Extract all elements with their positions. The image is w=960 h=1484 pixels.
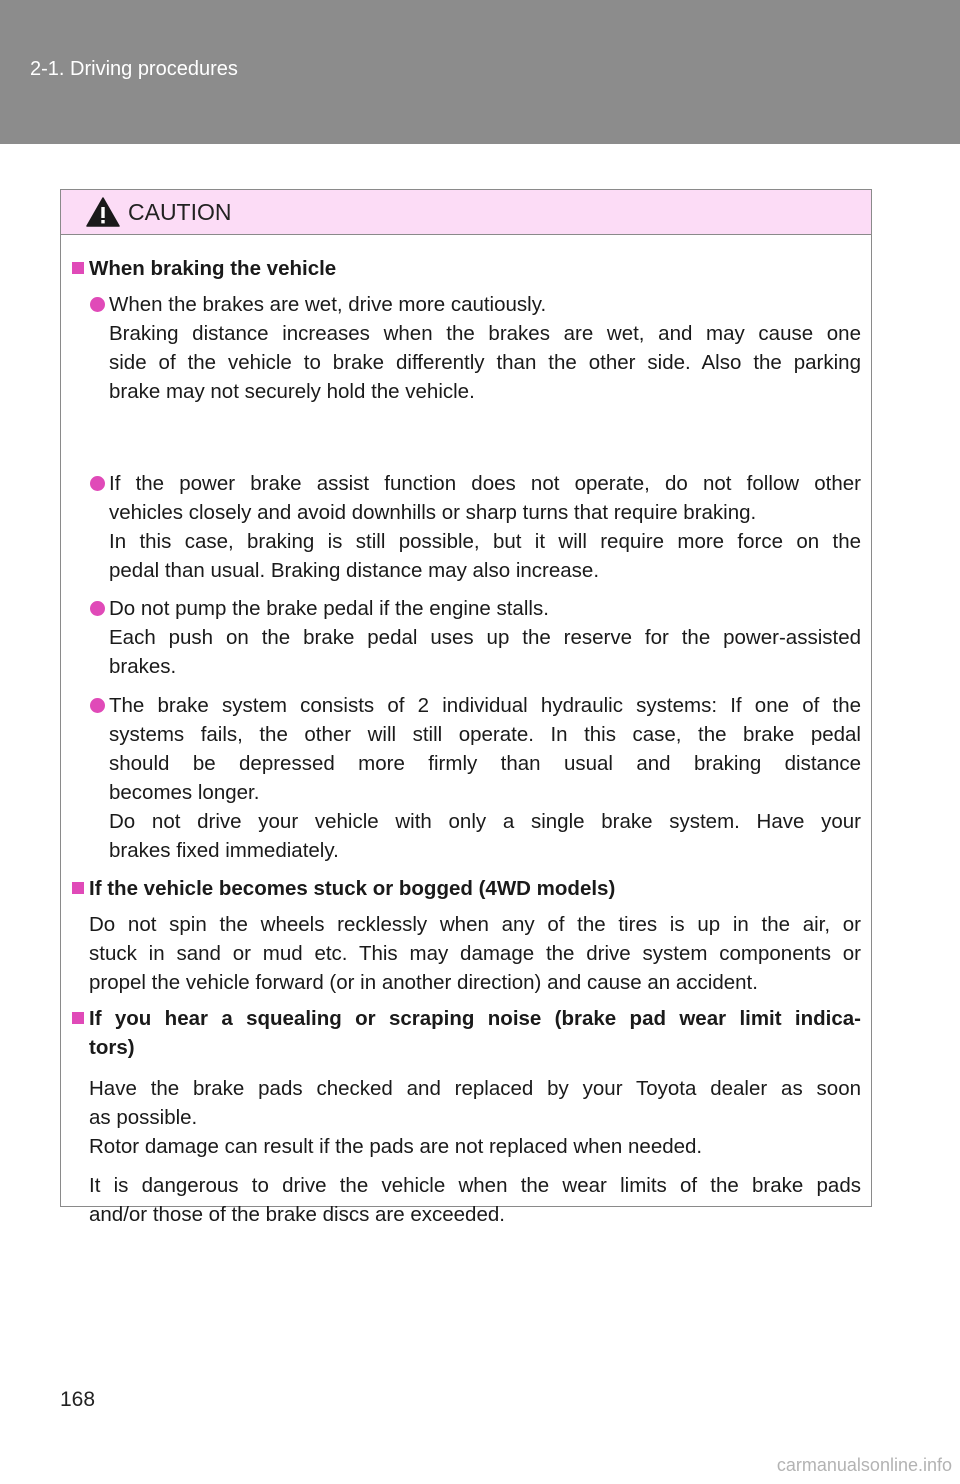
paragraph-text: Do not spin the wheels recklessly when any of the tires is up in the air, or: [89, 913, 861, 936]
bullet-text: side of the vehicle to brake differently than the other side. Also the parking: [109, 351, 861, 374]
page-number: 168: [60, 1388, 96, 1411]
round-bullet-icon: [90, 297, 105, 312]
bullet-text: Do not pump the brake pedal if the engine stalls.: [109, 597, 549, 620]
bullet-text: Each push on the brake pedal uses up the reserve for the power-assisted: [109, 626, 861, 649]
watermark: carmanualsonline.info: [776, 1455, 952, 1475]
bullet-text: The brake system consists of 2 individual hydraulic systems: If one of the: [109, 694, 861, 717]
caution-box: [60, 189, 872, 1226]
bullet-text: vehicles closely and avoid downhills or sharp turns that require braking.: [109, 501, 757, 524]
bullet-text: systems fails, the other will still operate. In this case, the brake pedal: [109, 723, 861, 746]
caution-label: CAUTION: [128, 199, 232, 225]
paragraph-text: and/or those of the brake discs are exceeded.: [89, 1203, 505, 1226]
bullet-text: In this case, braking is still possible, but it will require more force on the: [109, 530, 861, 553]
paragraph-text: propel the vehicle forward (or in another direction) and cause an accident.: [89, 971, 758, 994]
paragraph-text: Have the brake pads checked and replaced by your Toyota dealer as soon: [89, 1077, 861, 1100]
bullet-text: Braking distance increases when the brakes are wet, and may cause one: [109, 322, 861, 345]
bullet-text: Do not drive your vehicle with only a single brake system. Have your: [109, 810, 861, 833]
section-heading: When braking the vehicle: [89, 257, 337, 280]
square-bullet-icon: [72, 882, 84, 894]
paragraph-text: Rotor damage can result if the pads are not replaced when needed.: [89, 1135, 703, 1158]
round-bullet-icon: [90, 601, 105, 616]
bullet-text: should be depressed more firmly than usual and braking distance: [109, 752, 861, 775]
section-heading: If the vehicle becomes stuck or bogged (4WD models): [89, 877, 616, 900]
section-heading: tors): [89, 1036, 135, 1059]
bullet-text: pedal than usual. Braking distance may also increase.: [109, 559, 600, 582]
warning-icon: [86, 197, 120, 227]
bullet-text: becomes longer.: [109, 781, 260, 804]
paragraph-text: as possible.: [89, 1106, 198, 1129]
square-bullet-icon: [72, 1012, 84, 1024]
square-bullet-icon: [72, 262, 84, 274]
round-bullet-icon: [90, 698, 105, 713]
bullet-text: brakes fixed immediately.: [109, 839, 339, 862]
section-title: 2-1. Driving procedures: [30, 58, 238, 80]
bullet-text: When the brakes are wet, drive more cautiously.: [109, 293, 547, 316]
paragraph-text: It is dangerous to drive the vehicle when the wear limits of the brake pads: [89, 1174, 861, 1197]
section-heading: If you hear a squealing or scraping noise (brake pad wear limit indica-: [89, 1007, 861, 1030]
paragraph-text: stuck in sand or mud etc. This may damage the drive system components or: [89, 942, 861, 965]
round-bullet-icon: [90, 476, 105, 491]
bullet-text: brake may not securely hold the vehicle.: [109, 380, 475, 403]
bullet-text: brakes.: [109, 655, 177, 678]
page-header: [0, 0, 960, 144]
caution-header: [61, 190, 871, 235]
bullet-text: If the power brake assist function does not operate, do not follow other: [109, 472, 861, 495]
